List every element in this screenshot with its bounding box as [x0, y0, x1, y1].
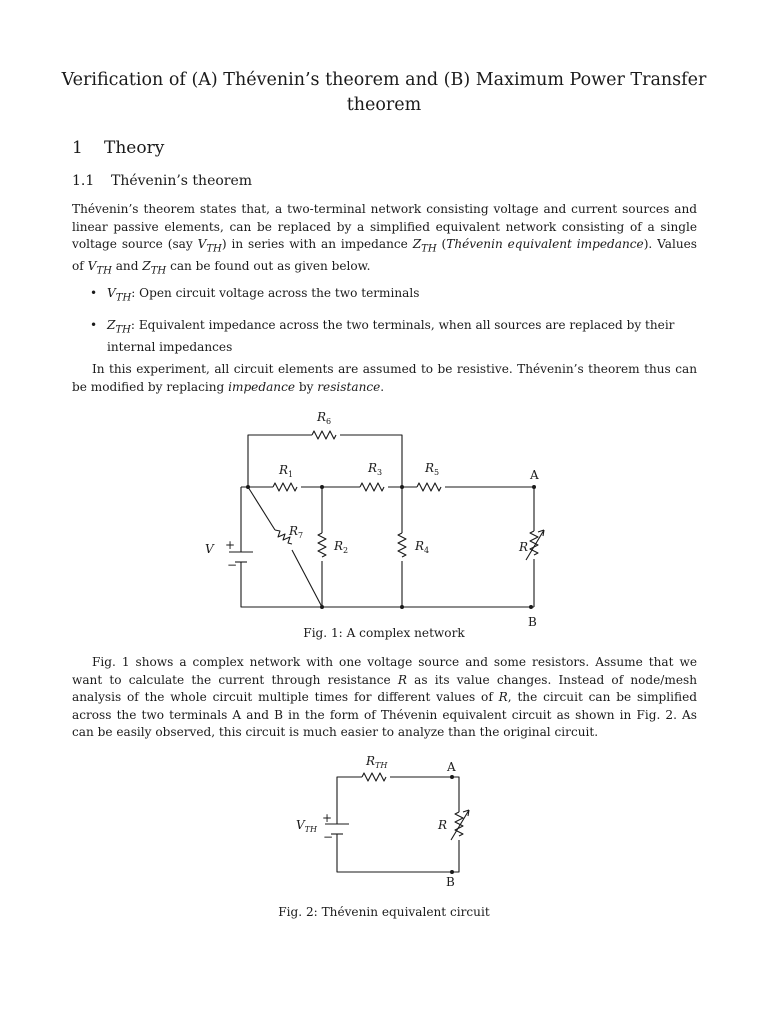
wire: [248, 487, 275, 530]
math-symbol: R: [498, 690, 508, 705]
terminal-a-dot: [532, 485, 536, 489]
variable-arrow: [451, 810, 469, 840]
resistor-r1-zigzag: [273, 483, 297, 491]
resistor-r7-zigzag: [275, 530, 292, 544]
label-rth: $R_{TH}$: [366, 754, 388, 770]
emphasis-text: resistance: [317, 379, 381, 394]
math-symbol: V: [197, 237, 207, 252]
label-terminal-a: A: [447, 760, 456, 774]
terminal-b-dot: [529, 605, 533, 609]
wire: [248, 435, 312, 487]
label-r2: $R_2$: [334, 539, 349, 555]
math-symbol: V: [107, 286, 116, 300]
label-plus: +: [322, 811, 333, 825]
resistor-r-zigzag: [530, 531, 538, 555]
node-dot: [320, 485, 324, 489]
text-run: ). Values of: [72, 237, 698, 274]
node-dot: [246, 485, 250, 489]
label-r7: $R_7$: [289, 524, 304, 540]
math-symbol: R: [397, 672, 407, 687]
math-subscript: TH: [96, 265, 112, 277]
bullet-list: [90, 285, 697, 367]
math-symbol: V: [87, 259, 97, 274]
label-r4: $R_4$: [415, 539, 430, 555]
label-terminal-b: B: [528, 615, 537, 629]
variable-arrow: [526, 530, 544, 560]
math-symbol: Z: [412, 237, 422, 252]
wire: [337, 834, 459, 872]
math-subscript: TH: [115, 292, 132, 304]
resistor-r-zigzag: [455, 812, 463, 836]
math-subscript: TH: [206, 243, 222, 255]
text-run: In this experiment, all circuit elements are assumed to be resistive. Thévenin’s theorem thus can be modified by replacing: [72, 362, 697, 394]
text-run: can be found out as given below.: [166, 259, 371, 274]
text-run: and: [111, 259, 143, 274]
label-r3: $R_3$: [368, 461, 383, 477]
label-r5: $R_5$: [425, 461, 440, 477]
subsection-title: Thévenin’s theorem: [111, 173, 253, 189]
figure1-caption: Fig. 1: A complex network: [303, 626, 465, 640]
variable-arrow-head: [538, 530, 544, 536]
resistor-r5-zigzag: [417, 483, 441, 491]
variable-arrow-head: [463, 810, 469, 816]
label-minus: −: [227, 558, 238, 572]
wire: [390, 777, 459, 812]
list-item: [90, 285, 697, 307]
resistor-rth-zigzag: [362, 773, 386, 781]
wire: [241, 562, 534, 607]
section-title: Theory: [104, 138, 165, 158]
math-subscript: TH: [150, 265, 167, 277]
label-vth: $V_{TH}$: [296, 818, 317, 834]
resistor-r6-zigzag: [312, 431, 336, 439]
label-r-variable: R: [438, 818, 448, 832]
terminal-a-dot: [450, 775, 454, 779]
text-run: .: [380, 379, 385, 394]
label-terminal-b: B: [446, 875, 455, 889]
wire: [340, 435, 402, 487]
text-run: Thévenin’s theorem states that, a two-terminal network consisting voltage and current sources and linear passive elements, can be replaced by a simplified equivalent network consisting of a single voltage source (say: [72, 202, 697, 252]
wire: [337, 777, 362, 813]
figure2-caption: Fig. 2: Thévenin equivalent circuit: [278, 905, 490, 919]
text-run: as its value changes. Instead of node/mesh analysis of the whole circuit multiple times for different values of: [72, 672, 697, 705]
subsection-number: 1.1: [72, 173, 95, 189]
math-symbol: Z: [142, 259, 151, 274]
document-title: Verification of (A) Thévenin’s theorem and (B) Maximum Power Transfer theorem: [61, 70, 707, 115]
node-dot: [320, 605, 324, 609]
bullet-dot-icon: •: [90, 286, 98, 300]
label-plus: +: [225, 538, 236, 552]
text-run: , the circuit can be simplified across the two terminals A and B in the form of Thévenin equivalent circuit as shown in Fig. 2. As can be easily observed, this circuit is much easier to analyze than the original circuit.: [72, 690, 697, 740]
list-item-text: : Equivalent impedance across the two terminals, when all sources are replaced by their internal impedances: [107, 318, 675, 354]
text-run: Fig. 1 shows a complex network with one voltage source and some resistors. Assume that we want to calculate the current through resistance: [72, 655, 697, 687]
label-r6: $R_6$: [317, 410, 332, 426]
text-run: by: [295, 379, 318, 394]
paragraph-fig1-explanation: [72, 654, 697, 742]
label-r1: $R_1$: [279, 463, 294, 479]
list-item: [90, 317, 697, 357]
resistor-r3-zigzag: [360, 483, 384, 491]
resistor-r4-zigzag: [398, 533, 406, 557]
section-heading: [72, 138, 164, 158]
list-item-text: : Open circuit voltage across the two terminals: [131, 286, 420, 300]
terminal-b-dot: [450, 870, 454, 874]
emphasis-text: impedance: [228, 379, 296, 394]
label-terminal-a: A: [530, 468, 539, 482]
section-number: 1: [72, 138, 83, 158]
wire: [292, 550, 322, 607]
math-subscript: TH: [421, 243, 437, 255]
label-v-source: V: [205, 542, 214, 556]
emphasis-text: Thévenin equivalent impedance: [446, 237, 644, 252]
paragraph-thevenin-definition: [72, 201, 697, 280]
text-run: (: [436, 237, 447, 252]
paragraph-resistive-assumption: [72, 361, 697, 396]
label-minus: −: [323, 830, 334, 844]
subsection-heading: [72, 173, 252, 189]
label-r-variable: R: [519, 540, 529, 554]
resistor-r2-zigzag: [318, 533, 326, 557]
node-dot: [400, 605, 404, 609]
node-dot: [400, 485, 404, 489]
bullet-dot-icon: •: [90, 318, 98, 332]
text-run: ) in series with an impedance: [221, 237, 413, 252]
math-subscript: TH: [115, 324, 131, 336]
math-symbol: Z: [107, 318, 116, 332]
